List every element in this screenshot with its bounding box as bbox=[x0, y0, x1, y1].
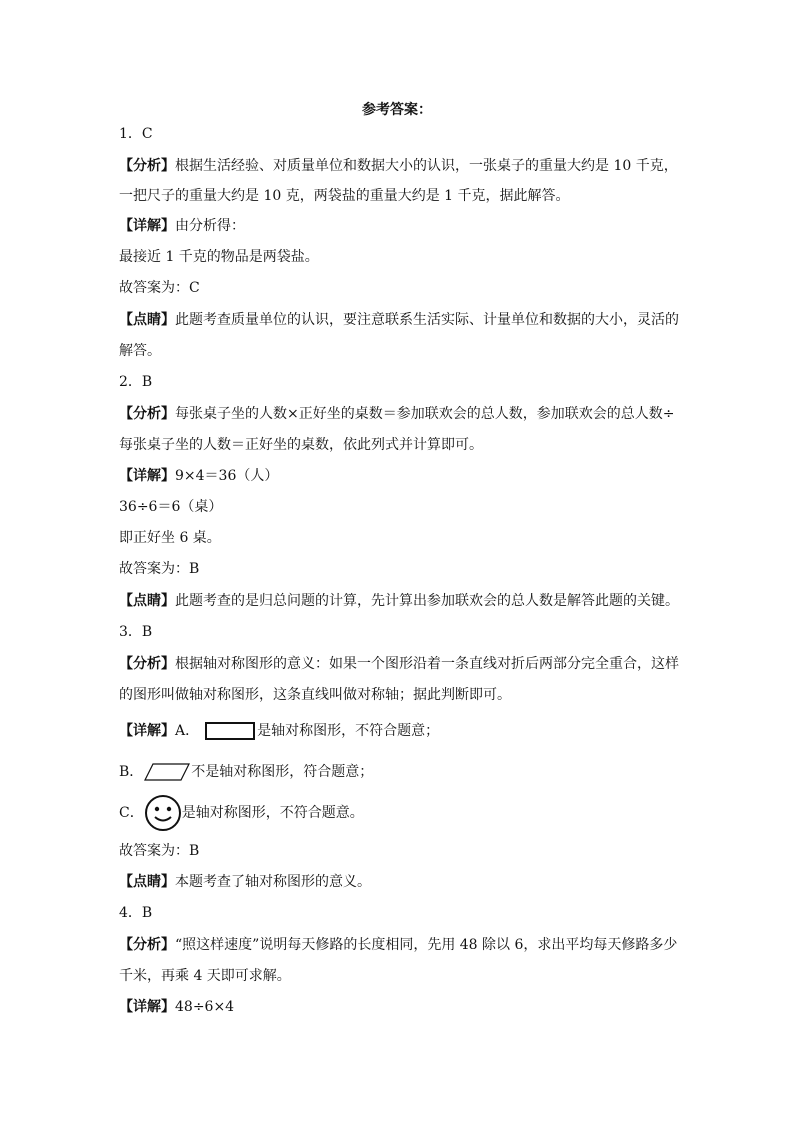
q1-detail-text-1: 由分析得： bbox=[175, 218, 245, 234]
parallelogram-figure bbox=[143, 762, 191, 782]
q3-detail-option-b bbox=[119, 762, 373, 782]
comment-tag: 【点睛】 bbox=[119, 593, 175, 609]
q4-analysis-line-2: 千米，再乘 4 天即可求解。 bbox=[119, 968, 291, 984]
q3-analysis-text-1: 根据轴对称图形的意义：如果一个图形沿着一条直线对折后两部分完全重合，这样 bbox=[175, 656, 679, 672]
q2-analysis-line-2: 每张桌子坐的人数＝正好坐的桌数，依此列式并计算即可。 bbox=[119, 437, 483, 453]
q4-detail-text-1: 48÷6×4 bbox=[175, 999, 235, 1015]
comment-tag: 【点睛】 bbox=[119, 874, 175, 890]
q2-analysis-line-1 bbox=[119, 404, 674, 424]
q1-comment-text-1: 此题考查质量单位的认识，要注意联系生活实际、计量单位和数据的大小，灵活的 bbox=[175, 312, 679, 328]
option-b-text: 不是轴对称图形，符合题意； bbox=[191, 764, 374, 780]
q3-detail-option-c bbox=[119, 803, 364, 823]
analysis-tag: 【分析】 bbox=[119, 406, 175, 422]
q1-answer: 故答案为：C bbox=[119, 280, 200, 296]
q3-detail-option-a bbox=[119, 721, 439, 741]
q2-detail-text-1: 9×4＝36（人） bbox=[175, 468, 279, 484]
detail-tag: 【详解】 bbox=[119, 218, 175, 234]
q3-number: 3．B bbox=[119, 624, 153, 640]
option-b-prefix: B． bbox=[119, 764, 144, 780]
q3-analysis-line-2: 的图形叫做轴对称图形，这条直线叫做对称轴；据此判断即可。 bbox=[119, 687, 511, 703]
analysis-tag: 【分析】 bbox=[119, 656, 175, 672]
q2-detail-line-2: 36÷6＝6（桌） bbox=[119, 499, 223, 515]
q3-comment-line-1 bbox=[119, 872, 371, 892]
option-a-prefix: A． bbox=[175, 723, 200, 739]
page-title: 参考答案： bbox=[362, 102, 432, 118]
detail-tag: 【详解】 bbox=[119, 468, 175, 484]
q4-number: 4．B bbox=[119, 905, 153, 921]
q3-analysis-line-1 bbox=[119, 654, 679, 674]
smiley-face-figure bbox=[144, 794, 182, 832]
q1-detail-line-1 bbox=[119, 216, 245, 236]
q1-comment-line-1 bbox=[119, 310, 679, 330]
option-c-text: 是轴对称图形，不符合题意。 bbox=[181, 805, 364, 821]
option-c-prefix: C． bbox=[119, 805, 144, 821]
q1-analysis-line-2: 一把尺子的重量大约是 10 克，两袋盐的重量大约是 1 千克，据此解答。 bbox=[119, 188, 570, 204]
comment-tag: 【点睛】 bbox=[119, 312, 175, 328]
q1-analysis-line-1 bbox=[119, 156, 678, 176]
q4-analysis-line-1 bbox=[119, 935, 677, 955]
rectangle-figure bbox=[205, 722, 255, 740]
detail-tag: 【详解】 bbox=[119, 999, 175, 1015]
option-a-text: 是轴对称图形，不符合题意； bbox=[257, 723, 440, 739]
analysis-tag: 【分析】 bbox=[119, 937, 175, 953]
analysis-tag: 【分析】 bbox=[119, 158, 175, 174]
q1-number: 1．C bbox=[119, 126, 153, 142]
q2-answer: 故答案为：B bbox=[119, 561, 200, 577]
detail-tag: 【详解】 bbox=[119, 723, 175, 739]
q2-comment-text-1: 此题考查的是归总问题的计算，先计算出参加联欢会的总人数是解答此题的关键。 bbox=[175, 593, 679, 609]
q2-number: 2．B bbox=[119, 374, 153, 390]
q3-answer: 故答案为：B bbox=[119, 843, 200, 859]
q4-analysis-text-1: “照这样速度”说明每天修路的长度相同，先用 48 除以 6，求出平均每天修路多少 bbox=[175, 937, 678, 953]
q1-comment-line-2: 解答。 bbox=[119, 343, 161, 359]
q3-comment-text-1: 本题考查了轴对称图形的意义。 bbox=[175, 874, 371, 890]
q1-analysis-text-1: 根据生活经验、对质量单位和数据大小的认识，一张桌子的重量大约是 10 千克， bbox=[175, 158, 678, 174]
q2-detail-line-3: 即正好坐 6 桌。 bbox=[119, 530, 221, 546]
q1-detail-line-2: 最接近 1 千克的物品是两袋盐。 bbox=[119, 249, 319, 265]
q2-analysis-text-1: 每张桌子坐的人数×正好坐的桌数＝参加联欢会的总人数，参加联欢会的总人数÷ bbox=[175, 406, 675, 422]
q4-detail-line-1 bbox=[119, 997, 234, 1017]
q2-detail-line-1 bbox=[119, 466, 278, 486]
q2-comment-line-1 bbox=[119, 591, 679, 611]
